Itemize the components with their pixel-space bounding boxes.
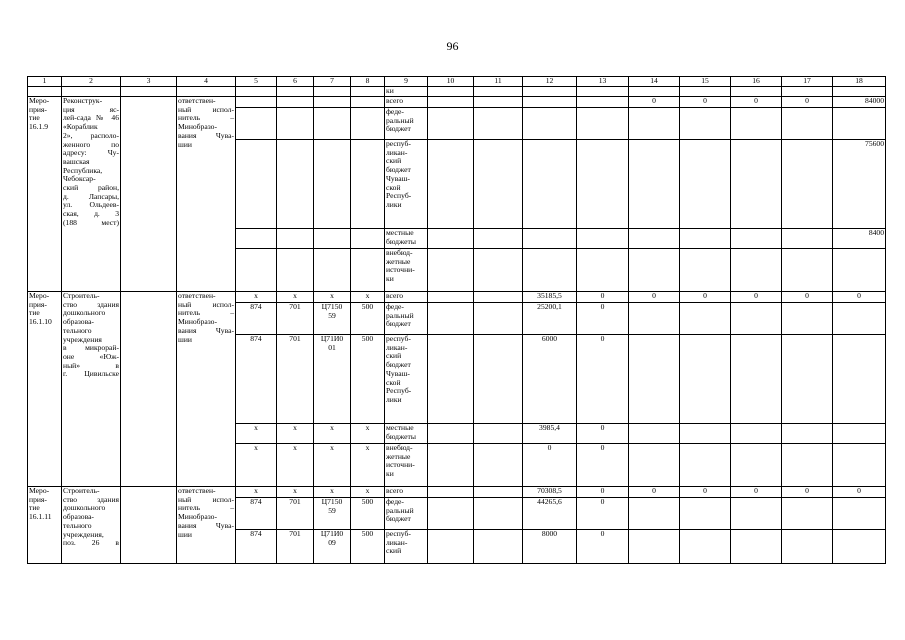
responsible-executor: ответствен- ный испол- нитель – Минобразо- вания Чува- шии: [177, 97, 236, 292]
value-cell: 0: [782, 97, 833, 108]
code-cell: x: [277, 424, 314, 444]
column-number-row: [28, 77, 886, 87]
code-cell: 874: [236, 303, 277, 335]
budget-table: [27, 76, 886, 564]
source-cell: всего: [385, 97, 428, 108]
code-cell: 500: [351, 335, 385, 424]
value-cell: [833, 108, 886, 140]
source-cell: феде- ральный бюджет: [385, 303, 428, 335]
source-cell: респуб- ликан- ский бюджет Чуваш- ской Респуб- лики: [385, 335, 428, 424]
value-cell: 0: [731, 97, 782, 108]
code-cell: x: [236, 292, 277, 303]
code-cell: 701: [277, 335, 314, 424]
value-cell: 0: [680, 487, 731, 498]
code-cell: x: [314, 444, 351, 487]
value-cell: 0: [577, 335, 629, 424]
value-cell: 0: [577, 444, 629, 487]
col-num: 12: [523, 77, 577, 87]
page-number: 96: [446, 39, 459, 53]
source-cell: феде- ральный бюджет: [385, 108, 428, 140]
code-cell: x: [277, 292, 314, 303]
source-cell: внебюд- жетные источни- ки: [385, 444, 428, 487]
code-cell: x: [351, 444, 385, 487]
value-cell: 0: [577, 292, 629, 303]
col-num: 14: [629, 77, 680, 87]
col-num: 9: [385, 77, 428, 87]
code-cell: 874: [236, 530, 277, 564]
value-cell: 0: [577, 498, 629, 530]
table-row: [28, 97, 886, 108]
measure-number: Меро- прия- тие 16.1.9: [28, 97, 62, 292]
col-num: 7: [314, 77, 351, 87]
measure-number: Меро- прия- тие 16.1.10: [28, 292, 62, 487]
source-cell: внебюд- жетные источни- ки: [385, 249, 428, 292]
col-num: 11: [474, 77, 523, 87]
measure-description: Строитель- ство здания дошкольного образова- тельного учреждения в микрорай- оне «Юж- ный» в г. Цивильске: [62, 292, 121, 487]
table-row: [28, 292, 886, 303]
col-num: 15: [680, 77, 731, 87]
value-cell: 8400: [833, 229, 886, 249]
col-num: 6: [277, 77, 314, 87]
measure-description: Строитель- ство здания дошкольного образова- тельного учреждения, поз. 26 в: [62, 487, 121, 564]
code-cell: 874: [236, 335, 277, 424]
value-cell: [833, 249, 886, 292]
value-cell: 3985,4: [523, 424, 577, 444]
col-num: 18: [833, 77, 886, 87]
value-cell: 0: [731, 487, 782, 498]
code-cell: 500: [351, 498, 385, 530]
code-cell: x: [351, 424, 385, 444]
value-cell: 0: [523, 444, 577, 487]
value-cell: 70308,5: [523, 487, 577, 498]
source-cell: респуб- ликан- ский: [385, 530, 428, 564]
code-cell: x: [314, 424, 351, 444]
source-cell: всего: [385, 487, 428, 498]
code-cell: Ц7150 59: [314, 498, 351, 530]
table-row: [28, 487, 886, 498]
value-cell: 25200,1: [523, 303, 577, 335]
value-cell: 0: [577, 424, 629, 444]
value-cell: 0: [629, 292, 680, 303]
code-cell: 701: [277, 530, 314, 564]
col-num: 4: [177, 77, 236, 87]
value-cell: 0: [833, 487, 886, 498]
code-cell: x: [351, 292, 385, 303]
code-cell: 874: [236, 498, 277, 530]
code-cell: 500: [351, 303, 385, 335]
code-cell: 701: [277, 498, 314, 530]
source-cell: ки: [385, 87, 428, 97]
source-cell: респуб- ликан- ский бюджет Чуваш- ской Респуб- лики: [385, 140, 428, 229]
table-row: [28, 87, 886, 97]
measure-description: Реконструк- ция яс- лей-сада № 46 «Кораблик 2», располо- женного по адресу: Чу- вашская Республика, Чебоксар- ский район, д. Лапсары, ул. Ольдеев- ская, д. 3 (188 мест): [62, 97, 121, 292]
source-cell: феде- ральный бюджет: [385, 498, 428, 530]
value-cell: 0: [782, 487, 833, 498]
code-cell: x: [351, 487, 385, 498]
value-cell: 0: [577, 303, 629, 335]
code-cell: 701: [277, 303, 314, 335]
code-cell: x: [314, 292, 351, 303]
value-cell: 0: [629, 97, 680, 108]
value-cell: 0: [680, 292, 731, 303]
value-cell: 35185,5: [523, 292, 577, 303]
value-cell: 0: [577, 487, 629, 498]
col-num: 10: [428, 77, 474, 87]
code-cell: Ц7150 59: [314, 303, 351, 335]
code-cell: x: [236, 424, 277, 444]
value-cell: 8000: [523, 530, 577, 564]
value-cell: 6000: [523, 335, 577, 424]
value-cell: 0: [833, 292, 886, 303]
measure-number: Меро- прия- тие 16.1.11: [28, 487, 62, 564]
value-cell: 0: [577, 530, 629, 564]
col-num: 3: [121, 77, 177, 87]
col-num: 1: [28, 77, 62, 87]
col-num: 17: [782, 77, 833, 87]
value-cell: 0: [731, 292, 782, 303]
col-num: 13: [577, 77, 629, 87]
code-cell: x: [277, 444, 314, 487]
responsible-executor: ответствен- ный испол- нитель – Минобразо- вания Чува- шии: [177, 487, 236, 564]
code-cell: x: [236, 487, 277, 498]
col-num: 16: [731, 77, 782, 87]
col-num: 8: [351, 77, 385, 87]
source-cell: всего: [385, 292, 428, 303]
col-num: 2: [62, 77, 121, 87]
code-cell: Ц71И0 01: [314, 335, 351, 424]
value-cell: 0: [680, 97, 731, 108]
source-cell: местные бюджеты: [385, 229, 428, 249]
code-cell: x: [314, 487, 351, 498]
code-cell: Ц71И0 09: [314, 530, 351, 564]
col-num: 5: [236, 77, 277, 87]
code-cell: 500: [351, 530, 385, 564]
value-cell: 0: [782, 292, 833, 303]
code-cell: x: [277, 487, 314, 498]
responsible-executor: ответствен- ный испол- нитель – Минобразо- вания Чува- шии: [177, 292, 236, 487]
value-cell: 84000: [833, 97, 886, 108]
value-cell: 0: [629, 487, 680, 498]
code-cell: x: [236, 444, 277, 487]
source-cell: местные бюджеты: [385, 424, 428, 444]
value-cell: 75600: [833, 140, 886, 229]
value-cell: 44265,6: [523, 498, 577, 530]
